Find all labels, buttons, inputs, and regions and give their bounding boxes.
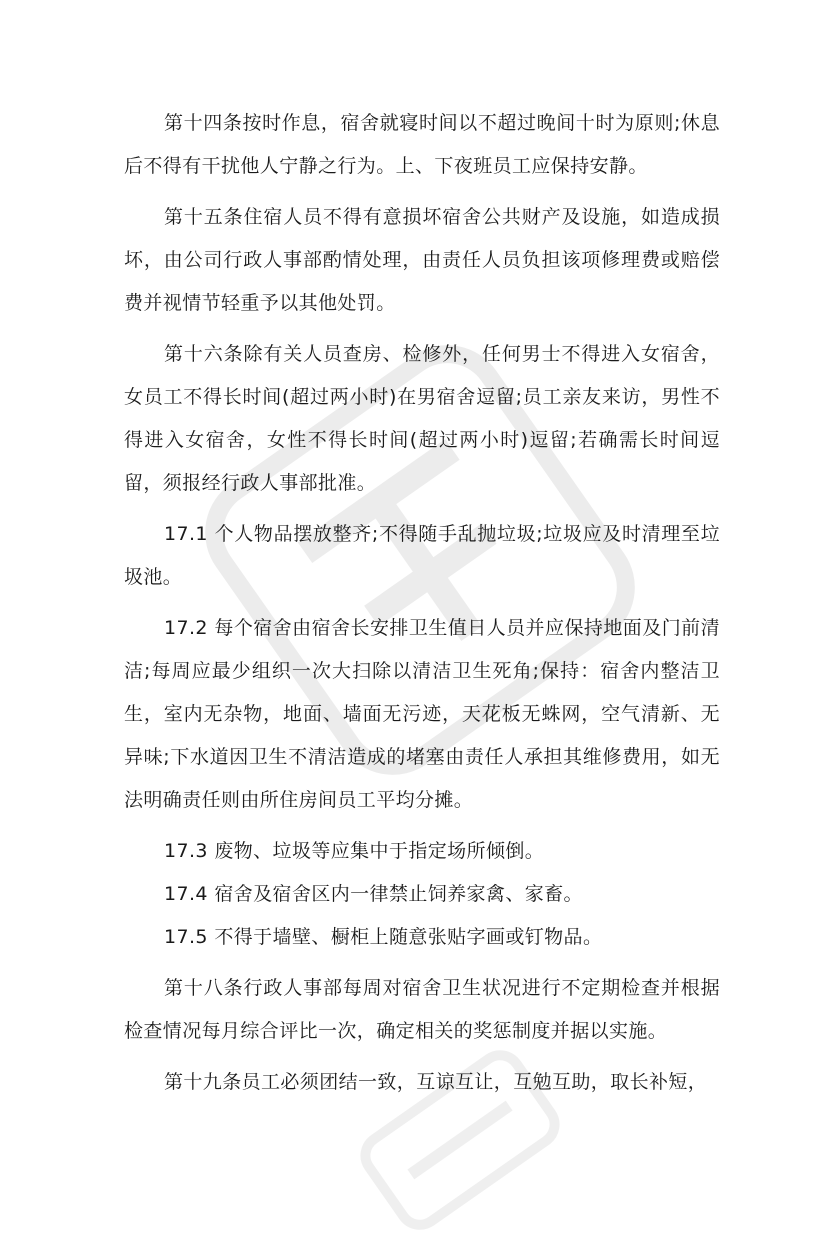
paragraph-17-2: 17.2 每个宿舍由宿舍长安排卫生值日人员并应保持地面及门前清洁;每周应最少组织一次大扫除以清洁卫生死角;保持：宿舍内整洁卫生，室内无杂物，地面、墙面无污迹，天花板无蛛网，空气清新、无异味;下水道因卫生不清洁造成的堵塞由责任人承担其维修费用，如无法明确责任则由所住房间员工平均分摊。 xyxy=(124,617,720,811)
paragraph-17-3: 17.3 废物、垃圾等应集中于指定场所倾倒。 xyxy=(164,840,545,862)
paragraph-article-18: 第十八条行政人事部每周对宿舍卫生状况进行不定期检查并根据检查情况每月综合评比一次，确定相关的奖惩制度并据以实施。 xyxy=(124,977,720,1042)
paragraph-article-16: 第十六条除有关人员查房、检修外，任何男士不得进入女宿舍，女员工不得长时间(超过两小时)在男宿舍逗留;员工亲友来访，男性不得进入女宿舍，女性不得长时间(超过两小时)逗留;若确需长时间逗留，须报经行政人事部批准。 xyxy=(124,343,720,494)
paragraph-17-1: 17.1 个人物品摆放整齐;不得随手乱抛垃圾;垃圾应及时清理至垃圾池。 xyxy=(124,523,720,588)
paragraph-17-4: 17.4 宿舍及宿舍区内一律禁止饲养家禽、家畜。 xyxy=(164,883,583,905)
paragraph-17-5: 17.5 不得于墙壁、橱柜上随意张贴字画或钉物品。 xyxy=(164,926,603,948)
paragraph-article-19: 第十九条员工必须团结一致，互谅互让，互勉互助，取长补短， xyxy=(164,1071,708,1093)
document-body xyxy=(124,102,720,1104)
paragraph-article-15: 第十五条住宿人员不得有意损坏宿舍公共财产及设施，如造成损坏，由公司行政人事部酌情处理，由责任人员负担该项修理费或赔偿费并视情节轻重予以其他处罚。 xyxy=(124,206,720,314)
paragraph-article-14: 第十四条按时作息，宿舍就寝时间以不超过晚间十时为原则;休息后不得有干扰他人宁静之行为。上、下夜班员工应保持安静。 xyxy=(124,112,720,177)
